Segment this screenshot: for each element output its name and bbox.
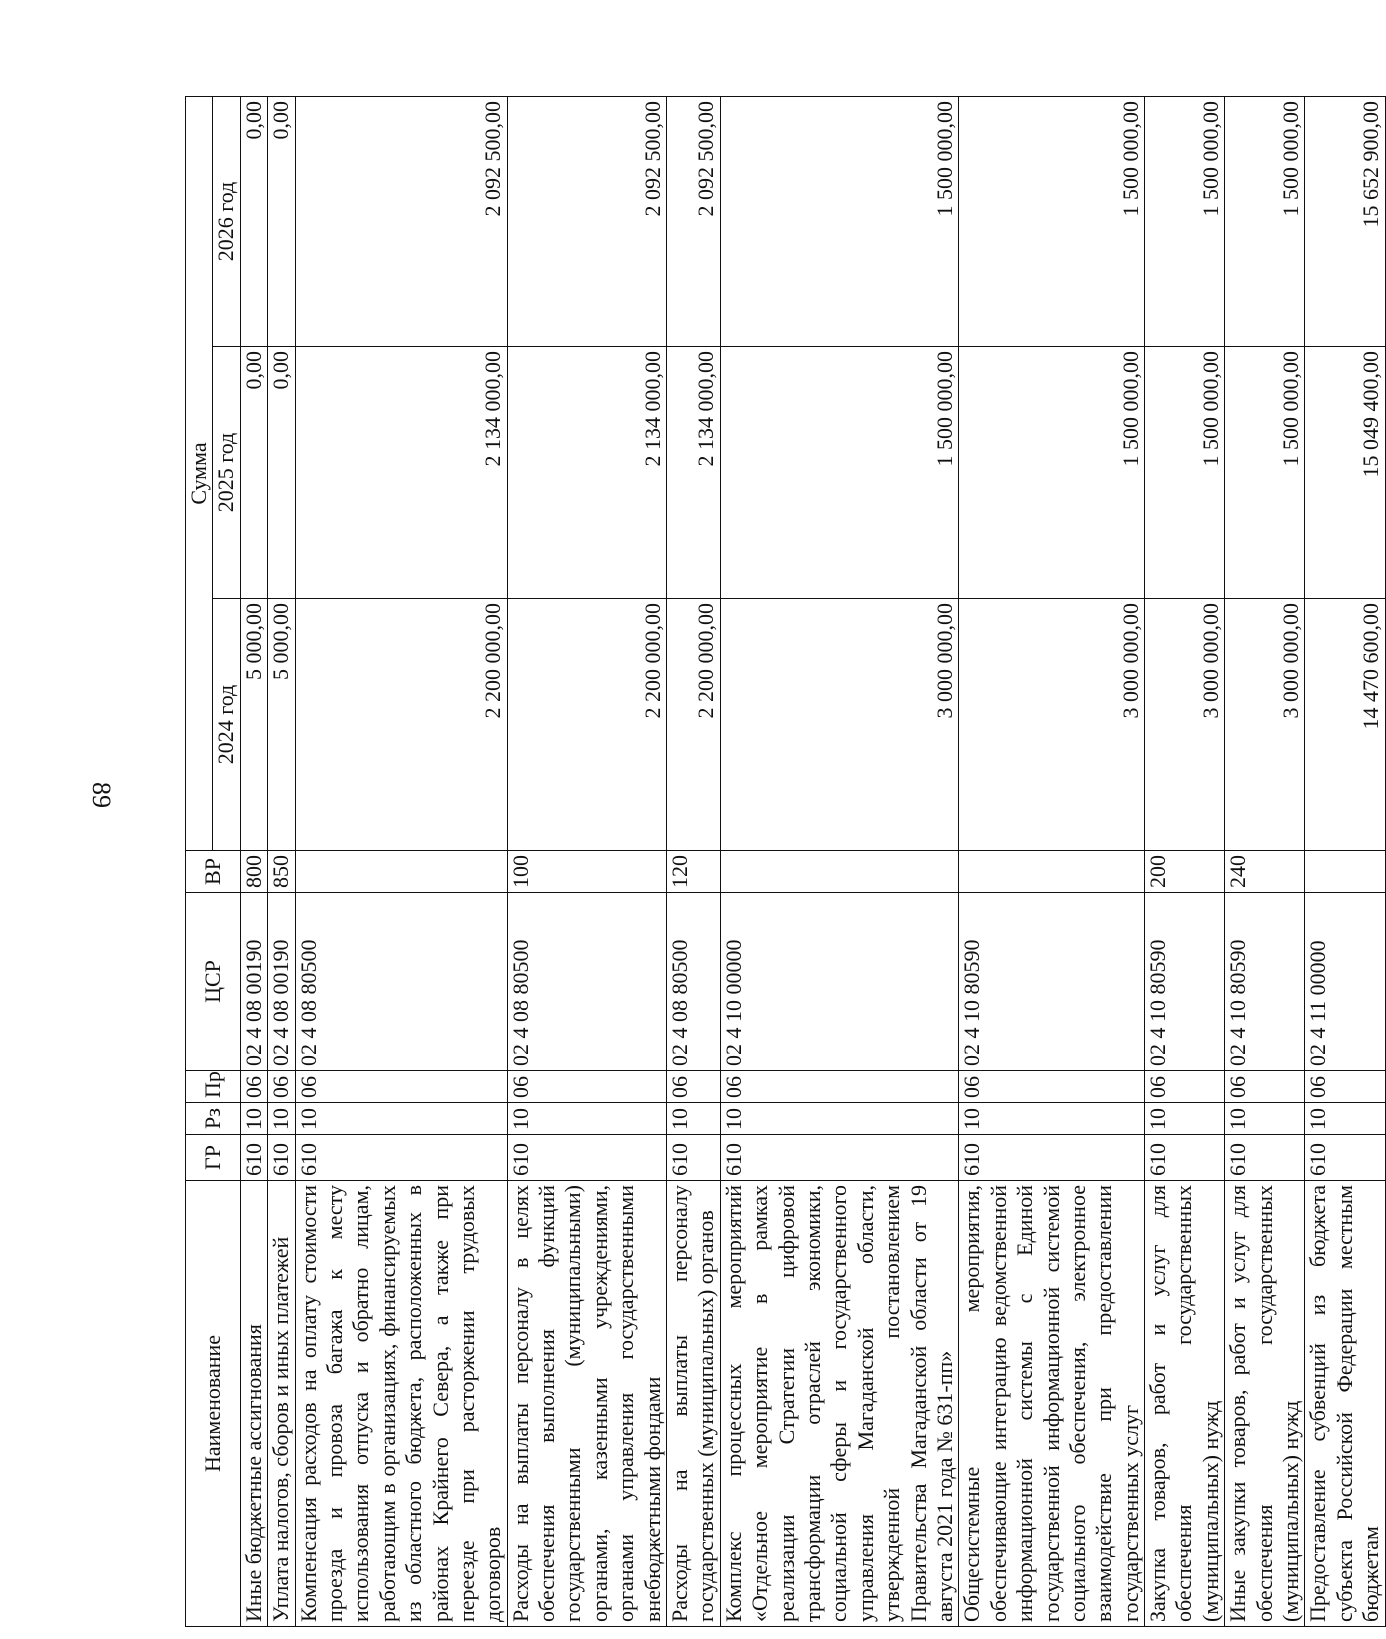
cell-y2025: 1 500 000,00 xyxy=(720,347,959,599)
cell-y2025: 2 134 000,00 xyxy=(507,347,666,599)
cell-pr: 06 xyxy=(959,1071,1145,1103)
cell-csr: 02 4 10 80590 xyxy=(1225,893,1305,1071)
cell-name: Уплата налогов, сборов и иных платежей xyxy=(268,1181,295,1627)
cell-rz: 10 xyxy=(1305,1103,1385,1135)
cell-y2024: 2 200 000,00 xyxy=(295,599,507,851)
cell-gr: 610 xyxy=(507,1135,666,1181)
header-2025: 2025 год xyxy=(213,347,240,599)
cell-gr: 610 xyxy=(1225,1135,1305,1181)
cell-y2026: 0,00 xyxy=(268,97,295,347)
cell-y2026: 15 652 900,00 xyxy=(1305,97,1385,347)
cell-name: Общесистемные мероприятия, обеспечивающие интеграцию ведомственной информационной системы с Единой государственной информационной системой социального обеспечения, электронное взаимодействие при предоставлении государственных услуг xyxy=(959,1181,1145,1627)
cell-y2026: 2 092 500,00 xyxy=(667,97,721,347)
cell-y2025: 0,00 xyxy=(268,347,295,599)
cell-rz: 10 xyxy=(959,1103,1145,1135)
cell-pr: 06 xyxy=(295,1071,507,1103)
cell-vr: 100 xyxy=(507,851,666,893)
cell-pr: 06 xyxy=(268,1071,295,1103)
cell-name: Иные бюджетные ассигнования xyxy=(240,1181,267,1627)
cell-y2024: 2 200 000,00 xyxy=(667,599,721,851)
cell-rz: 10 xyxy=(1225,1103,1305,1135)
cell-name: Расходы на выплаты персоналу в целях обеспечения выполнения функций государственными (муниципальными) органами, казенными учреждениями, органами управления государственными внебюджетными фондами xyxy=(507,1181,666,1627)
cell-gr: 610 xyxy=(240,1135,267,1181)
table-row xyxy=(720,97,959,1627)
cell-vr: 200 xyxy=(1145,851,1225,893)
cell-gr: 610 xyxy=(295,1135,507,1181)
cell-y2026: 0,00 xyxy=(240,97,267,347)
cell-pr: 06 xyxy=(1305,1071,1385,1103)
cell-name: Расходы на выплаты персоналу государственных (муниципальных) органов xyxy=(667,1181,721,1627)
table-row xyxy=(1305,97,1385,1627)
table-body xyxy=(240,97,1385,1627)
table-row xyxy=(268,97,295,1627)
cell-vr: 240 xyxy=(1225,851,1305,893)
cell-name: Закупка товаров, работ и услуг для обеспечения государственных (муниципальных) нужд xyxy=(1145,1181,1225,1627)
cell-y2025: 2 134 000,00 xyxy=(667,347,721,599)
cell-csr: 02 4 08 80500 xyxy=(507,893,666,1071)
cell-gr: 610 xyxy=(959,1135,1145,1181)
cell-y2026: 2 092 500,00 xyxy=(507,97,666,347)
cell-csr: 02 4 10 80590 xyxy=(1145,893,1225,1071)
header-2024: 2024 год xyxy=(213,599,240,851)
budget-table-rotated xyxy=(185,97,1384,1627)
cell-pr: 06 xyxy=(1225,1071,1305,1103)
cell-vr xyxy=(720,851,959,893)
cell-y2024: 3 000 000,00 xyxy=(1225,599,1305,851)
cell-csr: 02 4 08 80500 xyxy=(667,893,721,1071)
cell-name: Комплекс процессных мероприятий «Отдельное мероприятие в рамках реализации Стратегии цифровой трансформации отраслей экономики, социальной сферы и государственного управления Магаданской области, утвержденной постановлением Правительства Магаданской области от 19 августа 2021 года № 631-пп» xyxy=(720,1181,959,1627)
cell-y2026: 1 500 000,00 xyxy=(1225,97,1305,347)
cell-vr: 800 xyxy=(240,851,267,893)
cell-y2024: 3 000 000,00 xyxy=(720,599,959,851)
cell-csr: 02 4 11 00000 xyxy=(1305,893,1385,1071)
cell-pr: 06 xyxy=(507,1071,666,1103)
cell-gr: 610 xyxy=(667,1135,721,1181)
cell-vr xyxy=(1305,851,1385,893)
cell-rz: 10 xyxy=(240,1103,267,1135)
cell-gr: 610 xyxy=(720,1135,959,1181)
header-row-1 xyxy=(186,97,213,1627)
cell-rz: 10 xyxy=(1145,1103,1225,1135)
cell-name: Предоставление субвенций из бюджета субъекта Российской Федерации местным бюджетам xyxy=(1305,1181,1385,1627)
table-row xyxy=(959,97,1145,1627)
cell-y2024: 3 000 000,00 xyxy=(959,599,1145,851)
cell-y2026: 1 500 000,00 xyxy=(959,97,1145,347)
header-csr: ЦСР xyxy=(186,893,241,1071)
cell-pr: 06 xyxy=(667,1071,721,1103)
cell-y2025: 2 134 000,00 xyxy=(295,347,507,599)
cell-rz: 10 xyxy=(507,1103,666,1135)
cell-csr: 02 4 10 80590 xyxy=(959,893,1145,1071)
table-row xyxy=(1225,97,1305,1627)
cell-y2024: 5 000,00 xyxy=(240,599,267,851)
table-row xyxy=(240,97,267,1627)
cell-y2025: 1 500 000,00 xyxy=(959,347,1145,599)
cell-pr: 06 xyxy=(240,1071,267,1103)
header-sum: Сумма xyxy=(186,97,213,851)
cell-vr: 850 xyxy=(268,851,295,893)
page-number: 89 xyxy=(87,782,116,808)
cell-y2025: 1 500 000,00 xyxy=(1225,347,1305,599)
cell-y2024: 14 470 600,00 xyxy=(1305,599,1385,851)
cell-gr: 610 xyxy=(1305,1135,1385,1181)
cell-rz: 10 xyxy=(295,1103,507,1135)
header-2026: 2026 год xyxy=(213,97,240,347)
cell-pr: 06 xyxy=(720,1071,959,1103)
cell-name: Компенсация расходов на оплату стоимости проезда и провоза багажа к месту использования отпуска и обратно лицам, работающим в организациях, финансируемых из областного бюджета, расположенных в районах Крайнего Севера, а также при переезде при расторжении трудовых договоров xyxy=(295,1181,507,1627)
table-row xyxy=(507,97,666,1627)
cell-rz: 10 xyxy=(667,1103,721,1135)
cell-csr: 02 4 08 80500 xyxy=(295,893,507,1071)
header-rz: Рз xyxy=(186,1103,241,1135)
budget-table xyxy=(185,96,1386,1627)
cell-vr: 120 xyxy=(667,851,721,893)
cell-y2024: 5 000,00 xyxy=(268,599,295,851)
cell-rz: 10 xyxy=(720,1103,959,1135)
cell-csr: 02 4 08 00190 xyxy=(268,893,295,1071)
cell-vr xyxy=(295,851,507,893)
cell-pr: 06 xyxy=(1145,1071,1225,1103)
cell-y2025: 1 500 000,00 xyxy=(1145,347,1225,599)
cell-csr: 02 4 10 00000 xyxy=(720,893,959,1071)
cell-y2026: 1 500 000,00 xyxy=(1145,97,1225,347)
cell-y2025: 15 049 400,00 xyxy=(1305,347,1385,599)
table-row xyxy=(1145,97,1225,1627)
cell-y2025: 0,00 xyxy=(240,347,267,599)
cell-gr: 610 xyxy=(268,1135,295,1181)
cell-csr: 02 4 08 00190 xyxy=(240,893,267,1071)
header-gr: ГР xyxy=(186,1135,241,1181)
header-vr: ВР xyxy=(186,851,241,893)
cell-y2026: 2 092 500,00 xyxy=(295,97,507,347)
header-name: Наименование xyxy=(186,1181,241,1627)
cell-rz: 10 xyxy=(268,1103,295,1135)
table-row xyxy=(295,97,507,1627)
cell-y2026: 1 500 000,00 xyxy=(720,97,959,347)
table-row xyxy=(667,97,721,1627)
header-pr: Пр xyxy=(186,1071,241,1103)
cell-name: Иные закупки товаров, работ и услуг для обеспечения государственных (муниципальных) нужд xyxy=(1225,1181,1305,1627)
cell-gr: 610 xyxy=(1145,1135,1225,1181)
cell-y2024: 3 000 000,00 xyxy=(1145,599,1225,851)
cell-vr xyxy=(959,851,1145,893)
cell-y2024: 2 200 000,00 xyxy=(507,599,666,851)
